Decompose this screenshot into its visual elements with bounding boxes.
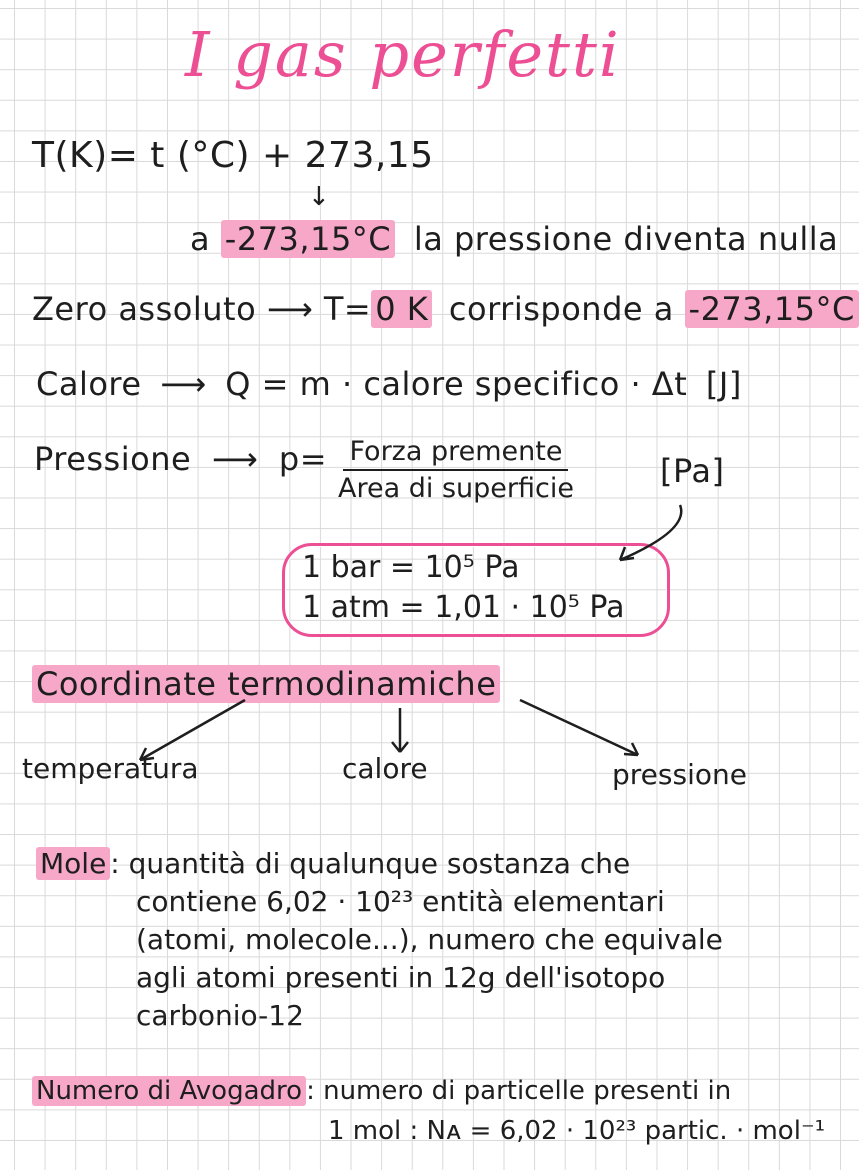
mole-line-4: agli atomi presenti in 12g dell'isotopo bbox=[136, 961, 666, 994]
mole-line-1 bbox=[36, 845, 630, 883]
kelvin-note-prefix: a bbox=[190, 220, 211, 258]
mole-text-1: : quantità di qualunque sostanza che bbox=[110, 847, 631, 880]
right-arrow-icon: ⟶ bbox=[266, 290, 314, 328]
zero-value: -273,15°C bbox=[685, 290, 859, 328]
kelvin-note bbox=[190, 220, 838, 258]
avogadro-text-1: : numero di particelle presenti in bbox=[306, 1076, 732, 1106]
coordinate-item-pressione: pressione bbox=[612, 758, 747, 791]
arrow-to-pressione-icon bbox=[520, 700, 638, 755]
coordinate-heading-text: Coordinate termodinamiche bbox=[32, 665, 500, 703]
calore-unit: [J] bbox=[705, 365, 742, 403]
calore-label: Calore bbox=[36, 365, 142, 403]
arrow-to-temperatura-icon bbox=[140, 700, 245, 760]
atm-conversion: 1 atm = 1,01 · 10⁵ Pa bbox=[302, 590, 625, 625]
kelvin-note-suffix: la pressione diventa nulla bbox=[413, 220, 839, 258]
right-arrow-icon: ⟶ bbox=[211, 440, 259, 478]
right-arrow-icon: ⟶ bbox=[160, 365, 207, 403]
mole-line-2: contiene 6,02 · 10²³ entità elementari bbox=[136, 885, 665, 918]
pressione-row bbox=[34, 440, 327, 478]
zero-t-prefix: T= bbox=[323, 290, 372, 328]
coordinate-item-calore: calore bbox=[342, 752, 428, 785]
pressione-label: Pressione bbox=[34, 440, 192, 478]
zero-label: Zero assoluto bbox=[32, 290, 257, 328]
pressione-symbol: p= bbox=[278, 440, 327, 478]
arrowhead-icon bbox=[392, 742, 408, 752]
coordinate-heading bbox=[32, 665, 500, 703]
mole-line-3: (atomi, molecole...), numero che equivale bbox=[136, 923, 723, 956]
kelvin-note-value: -273,15°C bbox=[221, 220, 395, 258]
pressione-unit: [Pa] bbox=[660, 452, 725, 490]
zero-assoluto-row bbox=[32, 290, 859, 328]
page-title: I gas perfetti bbox=[185, 18, 621, 91]
calore-row bbox=[36, 365, 742, 403]
down-arrow-icon: ↓ bbox=[308, 182, 330, 212]
avogadro-line-1 bbox=[32, 1072, 731, 1110]
pressione-denominator: Area di superficie bbox=[338, 473, 574, 504]
bar-conversion: 1 bar = 10⁵ Pa bbox=[302, 550, 520, 585]
coordinate-item-temperatura: temperatura bbox=[22, 752, 199, 785]
zero-t-value: 0 K bbox=[371, 290, 432, 328]
mole-term: Mole bbox=[36, 847, 110, 880]
kelvin-formula: T(K)= t (°C) + 273,15 bbox=[32, 135, 434, 176]
zero-middle: corrisponde a bbox=[448, 290, 674, 328]
pressione-numerator: Forza premente bbox=[343, 436, 568, 471]
arrowhead-icon bbox=[624, 743, 638, 755]
calore-formula: Q = m · calore specifico · Δt bbox=[225, 365, 688, 403]
avogadro-line-2: 1 mol : Nᴀ = 6,02 · 10²³ partic. · mol⁻¹ bbox=[328, 1116, 826, 1146]
pressione-fraction bbox=[338, 436, 574, 504]
avogadro-term: Numero di Avogadro bbox=[32, 1076, 306, 1106]
mole-line-5: carbonio-12 bbox=[136, 999, 304, 1032]
